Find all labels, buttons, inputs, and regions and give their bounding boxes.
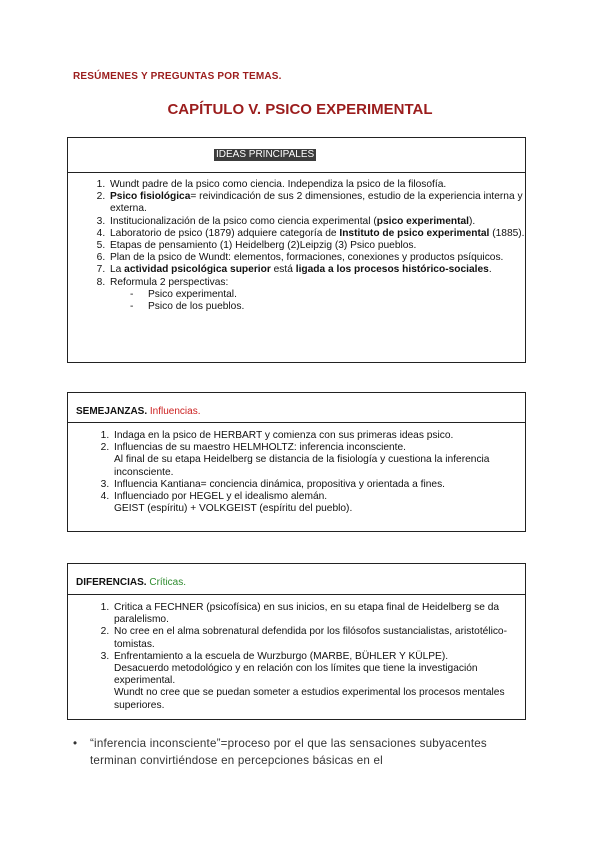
semejanzas-box	[67, 392, 526, 532]
semejanzas-heading-row	[68, 393, 525, 423]
ideas-heading: IDEAS PRINCIPALES	[216, 149, 315, 160]
ideas-principales-box	[67, 137, 526, 363]
perspectives-list	[110, 289, 525, 313]
ideas-list	[68, 179, 525, 313]
semejanzas-label: SEMEJANZAS.	[76, 406, 148, 417]
diferencias-box	[67, 563, 526, 720]
semejanzas-list	[68, 430, 525, 515]
diferencias-body	[68, 595, 525, 712]
list-item: 7. La actividad psicológica superior está ligada a los procesos histórico-sociales.	[108, 264, 525, 276]
criticas-label: Críticas.	[146, 577, 187, 588]
diferencias-list	[68, 602, 525, 712]
list-item: 1. Critica a FECHNER (psicofísica) en sus inicios, en su etapa final de Heidelberg se da paralelismo.	[112, 602, 525, 626]
list-item: 2. Influencias de su maestro HELMHOLTZ: inferencia inconsciente. Al final de su etapa Heidelberg se distancia de la fisiología y cuestiona la inferencia inconsciente.	[112, 442, 525, 479]
ideas-body	[68, 173, 525, 313]
footnote-paragraph	[73, 735, 510, 769]
list-item: 8. Reformula 2 perspectivas: - Psico experimental. - Psico de los pueblos.	[108, 277, 525, 314]
list-item: 3. Institucionalización de la psico como ciencia experimental (psico experimental).	[108, 216, 525, 228]
list-item: 3. Influencia Kantiana= conciencia dinámica, propositiva y orientada a fines.	[112, 479, 525, 491]
list-item: 2. Psico fisiológica= reivindicación de sus 2 dimensiones, estudio de la experiencia interna y externa.	[108, 191, 525, 215]
list-item: 1. Indaga en la psico de HERBART y comienza con sus primeras ideas psico.	[112, 430, 525, 442]
list-item: 3. Enfrentamiento a la escuela de Wurzburgo (MARBE, BÜHLER Y KÜLPE). Desacuerdo metodológico y en relación con los límites que tiene la investigación experimental. Wundt no cree que se puedan someter a estudios experimental los procesos mentales superiores.	[112, 651, 525, 712]
list-item: 5. Etapas de pensamiento (1) Heidelberg (2)Leipzig (3) Psico pueblos.	[108, 240, 525, 252]
list-item: 6. Plan de la psico de Wundt: elementos, formaciones, conexiones y productos psíquicos.	[108, 252, 525, 264]
sub-list-item: - Psico de los pueblos.	[128, 301, 525, 313]
sub-list-item: - Psico experimental.	[128, 289, 525, 301]
ideas-heading-row	[68, 138, 525, 173]
semejanzas-body	[68, 423, 525, 515]
page-header: RESÚMENES Y PREGUNTAS POR TEMAS.	[73, 71, 282, 82]
influencias-label: Influencias.	[147, 406, 201, 417]
footnote-text: “inferencia inconsciente”=proceso por el que las sensaciones subyacentes terminan convirtiéndose en percepciones básicas en el	[90, 737, 487, 767]
bullet-icon: •	[73, 737, 78, 750]
list-item: 4. Influenciado por HEGEL y el idealismo alemán. GEIST (espíritu) + VOLKGEIST (espíritu del pueblo).	[112, 491, 525, 515]
list-item: 2. No cree en el alma sobrenatural defendida por los filósofos sustancialistas, aristotélico-tomistas.	[112, 626, 525, 650]
diferencias-label: DIFERENCIAS.	[76, 577, 147, 588]
diferencias-heading-row	[68, 564, 525, 595]
list-item: 4. Laboratorio de psico (1879) adquiere categoría de Instituto de psico experimental (1885).	[108, 228, 525, 240]
chapter-title: CAPÍTULO V. PSICO EXPERIMENTAL	[167, 101, 433, 118]
list-item: 1. Wundt padre de la psico como ciencia. Independiza la psico de la filosofía.	[108, 179, 525, 191]
